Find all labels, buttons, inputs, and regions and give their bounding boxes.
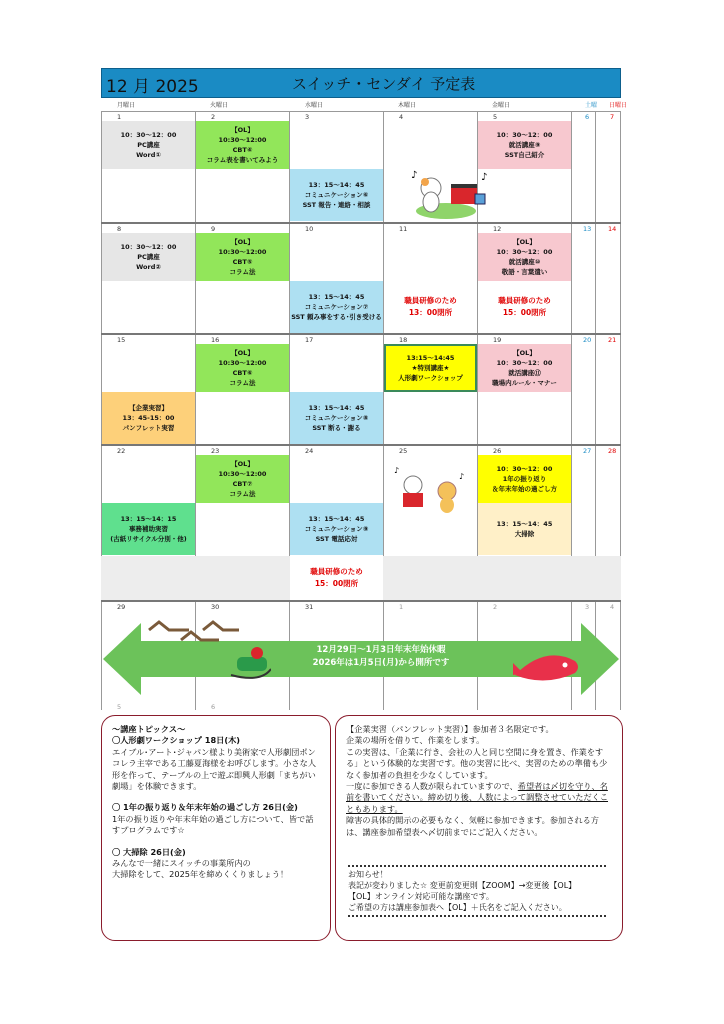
- topic-cleaning-body1: みんなで一緒にスイッチの事業所内の: [112, 858, 251, 869]
- event-puppet-workshop: 13:15～14:45 ★特別講座★ 人形劇ワークショップ: [384, 344, 477, 392]
- topic-puppet-title: 〇人形劇ワークショップ 18日(木): [112, 735, 241, 746]
- day-number: 1: [399, 603, 404, 611]
- day-number: 22: [117, 447, 126, 455]
- day-number: 13: [583, 225, 592, 233]
- event-pc-word2: 10：30～12：00 PC講座 Word②: [102, 233, 195, 281]
- month-title: 12 月 2025: [106, 77, 199, 97]
- topic-puppet-body: エイブル･アート･ジャパン様より美術家で人形劇団ポンコレラ主宰である工藤夏海様をお呼びします。小さな人形を作って、テーブルの上で遊ぶ即興人形劇「まちがい劇場」を体験できます。: [112, 746, 317, 792]
- dow-tue: 火曜日: [210, 102, 229, 109]
- internship-p4: 一度に参加できる人数が限られていますので、希望者は〆切を守り、名前を書いてください。締め切り後、人数によって調整させていただくこともあります。: [346, 781, 609, 814]
- day-number: 12: [493, 225, 502, 233]
- internship-p3: この実習は、「企業に行き、会社の人と同じ空間に身を置き、作業をする」という体験的な実習です。他の実習に比べ、実習のための準備も少なく参加者の負担を少なくしています。: [346, 746, 608, 780]
- closure-notice-24: 職員研修のため 15：00閉所: [290, 556, 383, 600]
- day-number: 8: [117, 225, 122, 233]
- day-number: 10: [305, 225, 314, 233]
- day-number: 29: [117, 603, 126, 611]
- cat-piano-illustration: [401, 166, 501, 221]
- day-number: 2: [493, 603, 498, 611]
- day-number: 20: [583, 336, 592, 344]
- internship-p1: 【企業実習（パンフレット実習）】参加者３名限定です。: [346, 724, 554, 734]
- day-number: 15: [117, 336, 126, 344]
- day-number: 3: [585, 603, 590, 611]
- title-bar: [101, 68, 621, 98]
- topic-review-title: 〇 1年の振り返り＆年末年始の過ごし方 26日(金): [112, 802, 298, 813]
- day-number: 6: [585, 113, 590, 121]
- holiday-message: 12月29日～1月3日年末年始休暇 2026年は1月5日(月)から開所です: [312, 645, 450, 668]
- event-career11: 【OL】 10：30～12：00 就活講座⑪ 職場内ルール・マナー: [478, 344, 571, 392]
- music-cats-illustration: [389, 461, 474, 521]
- dow-sun: 日曜日: [609, 102, 628, 109]
- calendar-grid: [101, 111, 621, 710]
- notice-box: [348, 863, 606, 923]
- notice-line: 【OL】オンライン対応可能な講座です。: [348, 892, 494, 901]
- santa-sleigh-illustration: [141, 605, 271, 689]
- day-number: 6: [211, 703, 216, 711]
- internship-p5: 障害の具体的開示の必要もなく、気軽に参加できます。参加される方は、講座参加希望表へ〆切前までにご記入ください。: [346, 815, 599, 837]
- topic-cleaning-title: 〇 大掃除 26日(金): [112, 846, 186, 857]
- day-number: 11: [399, 225, 408, 233]
- event-cbt4: 【OL】 10:30～12:00 CBT④ コラム表を書いてみよう: [196, 121, 289, 169]
- day-number: 4: [399, 113, 404, 121]
- day-number: 7: [610, 113, 615, 121]
- day-number: 28: [608, 447, 617, 455]
- dow-wed: 水曜日: [305, 102, 324, 109]
- schedule-title: スイッチ・センダイ 予定表: [292, 75, 476, 93]
- day-number: 2: [211, 113, 216, 121]
- event-comm8: 13：15～14：45 コミュニケーション⑧ SST 断る・謝る: [290, 392, 383, 444]
- day-number: 16: [211, 336, 220, 344]
- day-number: 14: [608, 225, 617, 233]
- notice-line: ご希望の方は講座参加表へ【OL】＋氏名をご記入ください。: [348, 903, 567, 912]
- day-number: 23: [211, 447, 220, 455]
- topics-heading: ～講座トピックス～: [112, 724, 186, 734]
- internship-p2: 企業の場所を借りて、作業をします。: [346, 735, 485, 746]
- svg-text:♪: ♪: [459, 472, 465, 481]
- event-cleaning: 13：15～14：45 大掃除: [478, 503, 571, 555]
- day-number: 18: [399, 336, 408, 344]
- event-career9: 10：30～12：00 就活講座⑨ SST自己紹介: [478, 121, 571, 169]
- closure-notice-12: 職員研修のため 15：00閉所: [498, 296, 551, 317]
- topic-cleaning-body2: 大掃除をして、2025年を締めくくりましょう！: [112, 869, 289, 880]
- internship-panel: [335, 715, 623, 941]
- svg-text:♪: ♪: [411, 170, 418, 181]
- closure-notice-11: 職員研修のため 13：00閉所: [404, 296, 457, 317]
- day-number: 19: [493, 336, 502, 344]
- notice-title: お知らせ！: [348, 870, 388, 879]
- dow-thu: 木曜日: [398, 102, 417, 109]
- day-number: 21: [608, 336, 617, 344]
- dow-sat: 土曜: [585, 102, 598, 109]
- day-number: 24: [305, 447, 314, 455]
- event-comm6: 13：15～14：45 コミュニケーション⑥ SST 報告・連絡・相談: [290, 169, 383, 221]
- day-number: 25: [399, 447, 408, 455]
- day-number: 3: [305, 113, 310, 121]
- day-number: 30: [211, 603, 220, 611]
- day-number: 4: [610, 603, 615, 611]
- day-number: 31: [305, 603, 314, 611]
- sea-bream-illustration: [511, 635, 583, 695]
- topic-review-body: 1年の振り返りや年末年始の過ごし方について、皆で話すプログラムです☆: [112, 813, 314, 836]
- event-office-assist: 13：15～14：15 事務補助実習 (古紙リサイクル分別・他): [102, 503, 195, 555]
- svg-text:♪: ♪: [394, 466, 400, 475]
- day-number: 5: [117, 703, 122, 711]
- svg-text:♪: ♪: [481, 172, 488, 183]
- event-comm9: 13：15～14：45 コミュニケーション⑨ SST 電話応対: [290, 503, 383, 555]
- day-number: 26: [493, 447, 502, 455]
- day-number: 5: [493, 113, 498, 121]
- notice-line: 表記が変わりました☆ 変更前変更則【ZOOM】→変更後【OL】: [348, 881, 577, 890]
- day-number: 9: [211, 225, 216, 233]
- dow-fri: 金曜日: [492, 102, 511, 109]
- event-cbt5: 【OL】 10:30～12:00 CBT⑤ コラム法: [196, 233, 289, 281]
- dow-mon: 月曜日: [117, 102, 136, 109]
- event-cbt6: 【OL】 10:30～12:00 CBT⑥ コラム法: [196, 344, 289, 392]
- event-pc-word1: 10：30～12：00 PC講座 Word①: [102, 121, 195, 169]
- day-number: 27: [583, 447, 592, 455]
- event-comm7: 13：15～14：45 コミュニケーション⑦ SST 頼み事をする･引き受ける: [290, 281, 383, 333]
- event-cbt7: 【OL】 10:30～12:00 CBT⑦ コラム法: [196, 455, 289, 503]
- event-pamphlet-internship: 【企業実習】 13：45-15：00 パンフレット実習: [102, 392, 195, 444]
- event-year-review: 10：30～12：00 1年の振り返り ＆年末年始の過ごし方: [478, 455, 571, 503]
- event-career10: 【OL】 10：30～12：00 就活講座⑩ 敬語・言葉遣い: [478, 233, 571, 281]
- day-number: 1: [117, 113, 122, 121]
- topics-panel: [101, 715, 331, 941]
- day-number: 17: [305, 336, 314, 344]
